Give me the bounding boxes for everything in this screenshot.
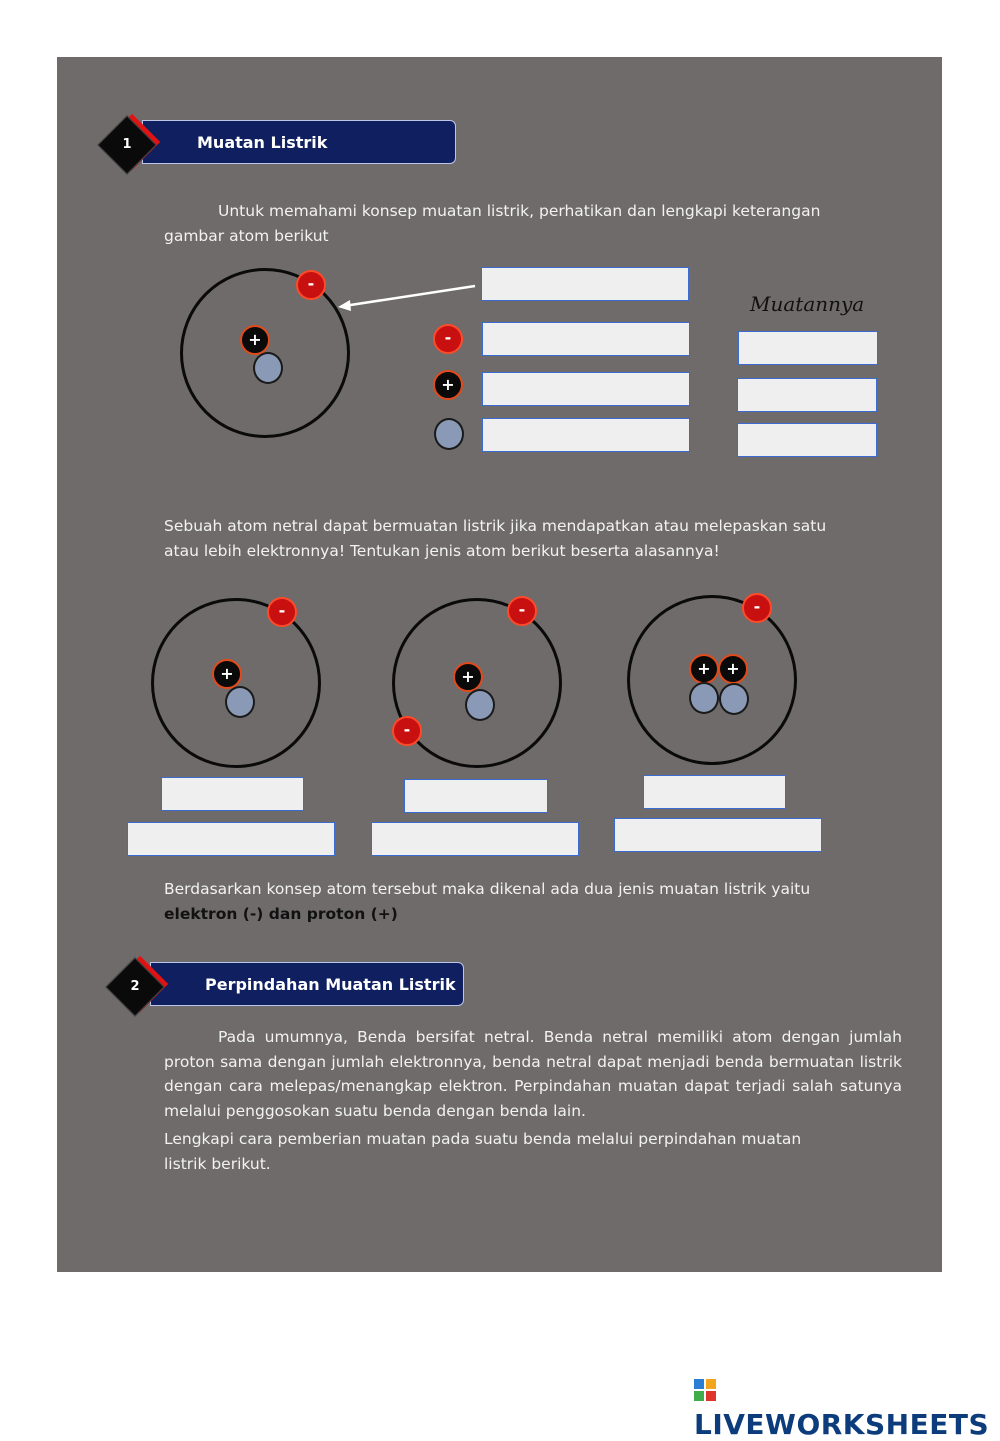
atom-c-electron-icon: -	[742, 593, 772, 623]
neutron-icon	[253, 352, 283, 384]
electron-icon: -	[296, 270, 326, 300]
atom-b-electron-icon-2: -	[392, 716, 422, 746]
section-2-title: Perpindahan Muatan Listrik	[150, 962, 464, 1006]
atom-c-neutron-icon-2	[719, 683, 749, 715]
proton-icon: +	[240, 325, 270, 355]
muatannya-label: Muatannya	[750, 292, 865, 316]
section-2-instruction: Lengkapi cara pemberian muatan pada suatu benda melalui perpindahan muatan listrik berikut.	[164, 1130, 802, 1173]
conclusion-electron: elektron (-)	[164, 904, 264, 923]
atom-b-proton-icon: +	[453, 662, 483, 692]
section-1-intro: Untuk memahami konsep muatan listrik, perhatikan dan lengkapi keterangan gambar atom berikut	[164, 202, 821, 245]
answer-box-arrow-label[interactable]	[481, 267, 689, 301]
logo-text: LIVEWORKSHEETS	[694, 1408, 990, 1441]
atom-b-electron-icon: -	[507, 596, 537, 626]
legend-electron-icon: -	[433, 324, 463, 354]
section-2-number: 2	[130, 979, 140, 994]
atom-c-neutron-icon	[689, 682, 719, 714]
section-2-banner	[108, 962, 464, 1010]
atom-a-neutron-icon	[225, 686, 255, 718]
answer-box-electron-charge[interactable]	[738, 331, 878, 365]
atom-c-type-box[interactable]	[643, 775, 786, 809]
answer-box-proton-charge[interactable]	[737, 378, 877, 412]
answer-box-neutron-charge[interactable]	[737, 423, 877, 457]
legend-neutron-icon	[434, 418, 464, 450]
atom-b-reason-box[interactable]	[371, 822, 579, 856]
answer-box-electron-name[interactable]	[482, 322, 690, 356]
atom-b-type-box[interactable]	[404, 779, 548, 813]
arrow-icon	[330, 280, 480, 312]
atom-c-proton-icon-2: +	[718, 654, 748, 684]
section-1-question: Sebuah atom netral dapat bermuatan listrik jika mendapatkan atau melepaskan satu atau lebih elektronnya! Tentukan jenis atom berikut beserta alasannya!	[164, 517, 827, 560]
conclusion-and: dan	[263, 904, 307, 923]
atom-a-electron-icon: -	[267, 597, 297, 627]
atom-a-proton-icon: +	[212, 659, 242, 689]
legend-proton-icon: +	[433, 370, 463, 400]
liveworksheets-logo-icon	[694, 1379, 716, 1401]
conclusion-proton: proton (+)	[306, 904, 398, 923]
answer-box-proton-name[interactable]	[482, 372, 690, 406]
answer-box-neutron-name[interactable]	[482, 418, 690, 452]
atom-b-neutron-icon	[465, 689, 495, 721]
atom-a-type-box[interactable]	[161, 777, 304, 811]
atom-a-reason-box[interactable]	[127, 822, 335, 856]
atom-c-reason-box[interactable]	[614, 818, 822, 852]
atom-c-proton-icon: +	[689, 654, 719, 684]
conclusion-prefix: Berdasarkan konsep atom tersebut maka dikenal ada dua jenis muatan listrik yaitu	[164, 880, 811, 898]
section-2-paragraph: Pada umumnya, Benda bersifat netral. Benda netral memiliki atom dengan jumlah proton sama dengan jumlah elektronnya, benda netral dapat menjadi benda bermuatan listrik dengan cara melepas/menangkap elektron. Perpindahan muatan dapat terjadi salah satunya melalui penggosokan suatu benda dengan benda lain.	[164, 1028, 902, 1120]
section-1-conclusion	[164, 877, 824, 926]
section-1-title: Muatan Listrik	[142, 120, 456, 164]
section-1-number: 1	[122, 137, 132, 152]
section-1-banner	[100, 120, 456, 168]
liveworksheets-logo	[694, 1375, 1000, 1441]
